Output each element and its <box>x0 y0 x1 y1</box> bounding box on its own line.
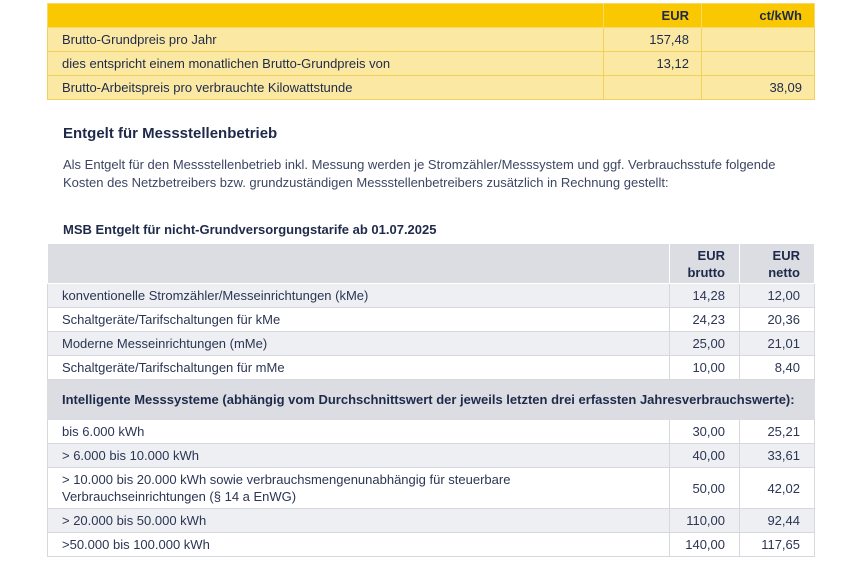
header-eur: EUR <box>604 4 702 28</box>
price-row-label: Brutto-Arbeitspreis pro verbrauchte Kilowattstunde <box>48 76 604 100</box>
row-netto: 21,01 <box>740 332 815 356</box>
row-label: bis 6.000 kWh <box>48 420 670 444</box>
header-label <box>48 244 670 284</box>
row-brutto: 30,00 <box>670 420 740 444</box>
table-caption: MSB Entgelt für nicht-Grundversorgungstarife ab 01.07.2025 <box>63 222 437 237</box>
row-brutto: 24,23 <box>670 308 740 332</box>
header-netto-unit: EUR <box>772 247 800 263</box>
row-label: >50.000 bis 100.000 kWh <box>48 533 670 557</box>
price-row-label: dies entspricht einem monatlichen Brutto-Grundpreis von <box>48 52 604 76</box>
row-netto: 12,00 <box>740 284 815 308</box>
row-netto: 25,21 <box>740 420 815 444</box>
price-row <box>48 28 815 52</box>
section-title: Entgelt für Messstellenbetrieb <box>63 125 278 142</box>
header-brutto <box>670 244 740 284</box>
header-brutto-label: brutto <box>687 264 725 280</box>
row-brutto: 25,00 <box>670 332 740 356</box>
row-label: > 6.000 bis 10.000 kWh <box>48 444 670 468</box>
row-label: > 10.000 bis 20.000 kWh sowie verbrauchsmengenunabhängig für steuerbare Verbrauchseinrichtungen (§ 14 a EnWG) <box>48 468 670 509</box>
row-label: Schaltgeräte/Tarifschaltungen für mMe <box>48 356 670 380</box>
group-heading: Intelligente Messsysteme (abhängig vom Durchschnittswert der jeweils letzten drei erfassten Jahresverbrauchswerte): <box>48 380 815 420</box>
price-row-ct: 38,09 <box>702 76 815 100</box>
row-netto: 117,65 <box>740 533 815 557</box>
table-row <box>48 308 815 332</box>
price-row-eur: 13,12 <box>604 52 702 76</box>
price-row <box>48 76 815 100</box>
header-brutto-unit: EUR <box>697 247 725 263</box>
price-table-header <box>48 4 815 28</box>
price-row-ct <box>702 52 815 76</box>
price-row-label: Brutto-Grundpreis pro Jahr <box>48 28 604 52</box>
row-label: > 20.000 bis 50.000 kWh <box>48 509 670 533</box>
table-row <box>48 533 815 557</box>
msb-table-header <box>48 244 815 284</box>
intro-paragraph: Als Entgelt für den Messstellenbetrieb inkl. Messung werden je Stromzähler/Messsystem und ggf. Verbrauchsstufe folgende Kosten des Netzbetreibers bzw. grundzuständigen Messstellenbetreibers zusätzlich in Rechnung gestellt: <box>63 157 776 190</box>
price-table <box>47 3 815 100</box>
table-row <box>48 420 815 444</box>
row-netto: 92,44 <box>740 509 815 533</box>
row-brutto: 10,00 <box>670 356 740 380</box>
price-row <box>48 52 815 76</box>
row-netto: 8,40 <box>740 356 815 380</box>
header-netto-label: netto <box>768 264 800 280</box>
row-brutto: 110,00 <box>670 509 740 533</box>
table-row <box>48 468 815 509</box>
header-label <box>48 4 604 28</box>
group-heading-row <box>48 380 815 420</box>
row-netto: 33,61 <box>740 444 815 468</box>
row-brutto: 140,00 <box>670 533 740 557</box>
msb-table <box>47 243 815 557</box>
row-label: Schaltgeräte/Tarifschaltungen für kMe <box>48 308 670 332</box>
row-brutto: 40,00 <box>670 444 740 468</box>
table-row <box>48 444 815 468</box>
row-label: konventionelle Stromzähler/Messeinrichtungen (kMe) <box>48 284 670 308</box>
row-brutto: 14,28 <box>670 284 740 308</box>
row-netto: 20,36 <box>740 308 815 332</box>
price-row-eur: 157,48 <box>604 28 702 52</box>
price-row-ct <box>702 28 815 52</box>
table-row <box>48 356 815 380</box>
table-row <box>48 509 815 533</box>
table-row <box>48 332 815 356</box>
price-row-eur <box>604 76 702 100</box>
table-row <box>48 284 815 308</box>
header-ct-kwh: ct/kWh <box>702 4 815 28</box>
row-netto: 42,02 <box>740 468 815 509</box>
row-label: Moderne Messeinrichtungen (mMe) <box>48 332 670 356</box>
header-netto <box>740 244 815 284</box>
row-brutto: 50,00 <box>670 468 740 509</box>
